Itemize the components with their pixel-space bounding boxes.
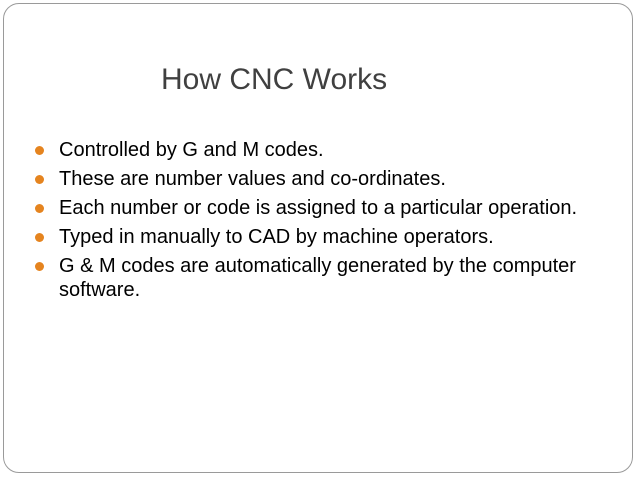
bullet-text: These are number values and co-ordinates. [59, 168, 446, 190]
bullet-text: Controlled by G and M codes. [59, 139, 324, 161]
bullet-item [35, 225, 595, 249]
bullet-text: G & M codes are automatically generated by the computer software. [59, 255, 576, 301]
bullet-item [35, 196, 595, 220]
slide-title: How CNC Works [161, 63, 388, 96]
bullet-item [35, 254, 595, 302]
bullet-list [35, 138, 595, 307]
bullet-text: Each number or code is assigned to a particular operation. [59, 197, 578, 219]
bullet-dot-icon [35, 204, 44, 213]
bullet-item [35, 167, 595, 191]
bullet-dot-icon [35, 262, 44, 271]
bullet-dot-icon [35, 146, 44, 155]
bullet-text: Typed in manually to CAD by machine operators. [59, 226, 494, 248]
bullet-dot-icon [35, 233, 44, 242]
bullet-item [35, 138, 595, 162]
bullet-dot-icon [35, 175, 44, 184]
